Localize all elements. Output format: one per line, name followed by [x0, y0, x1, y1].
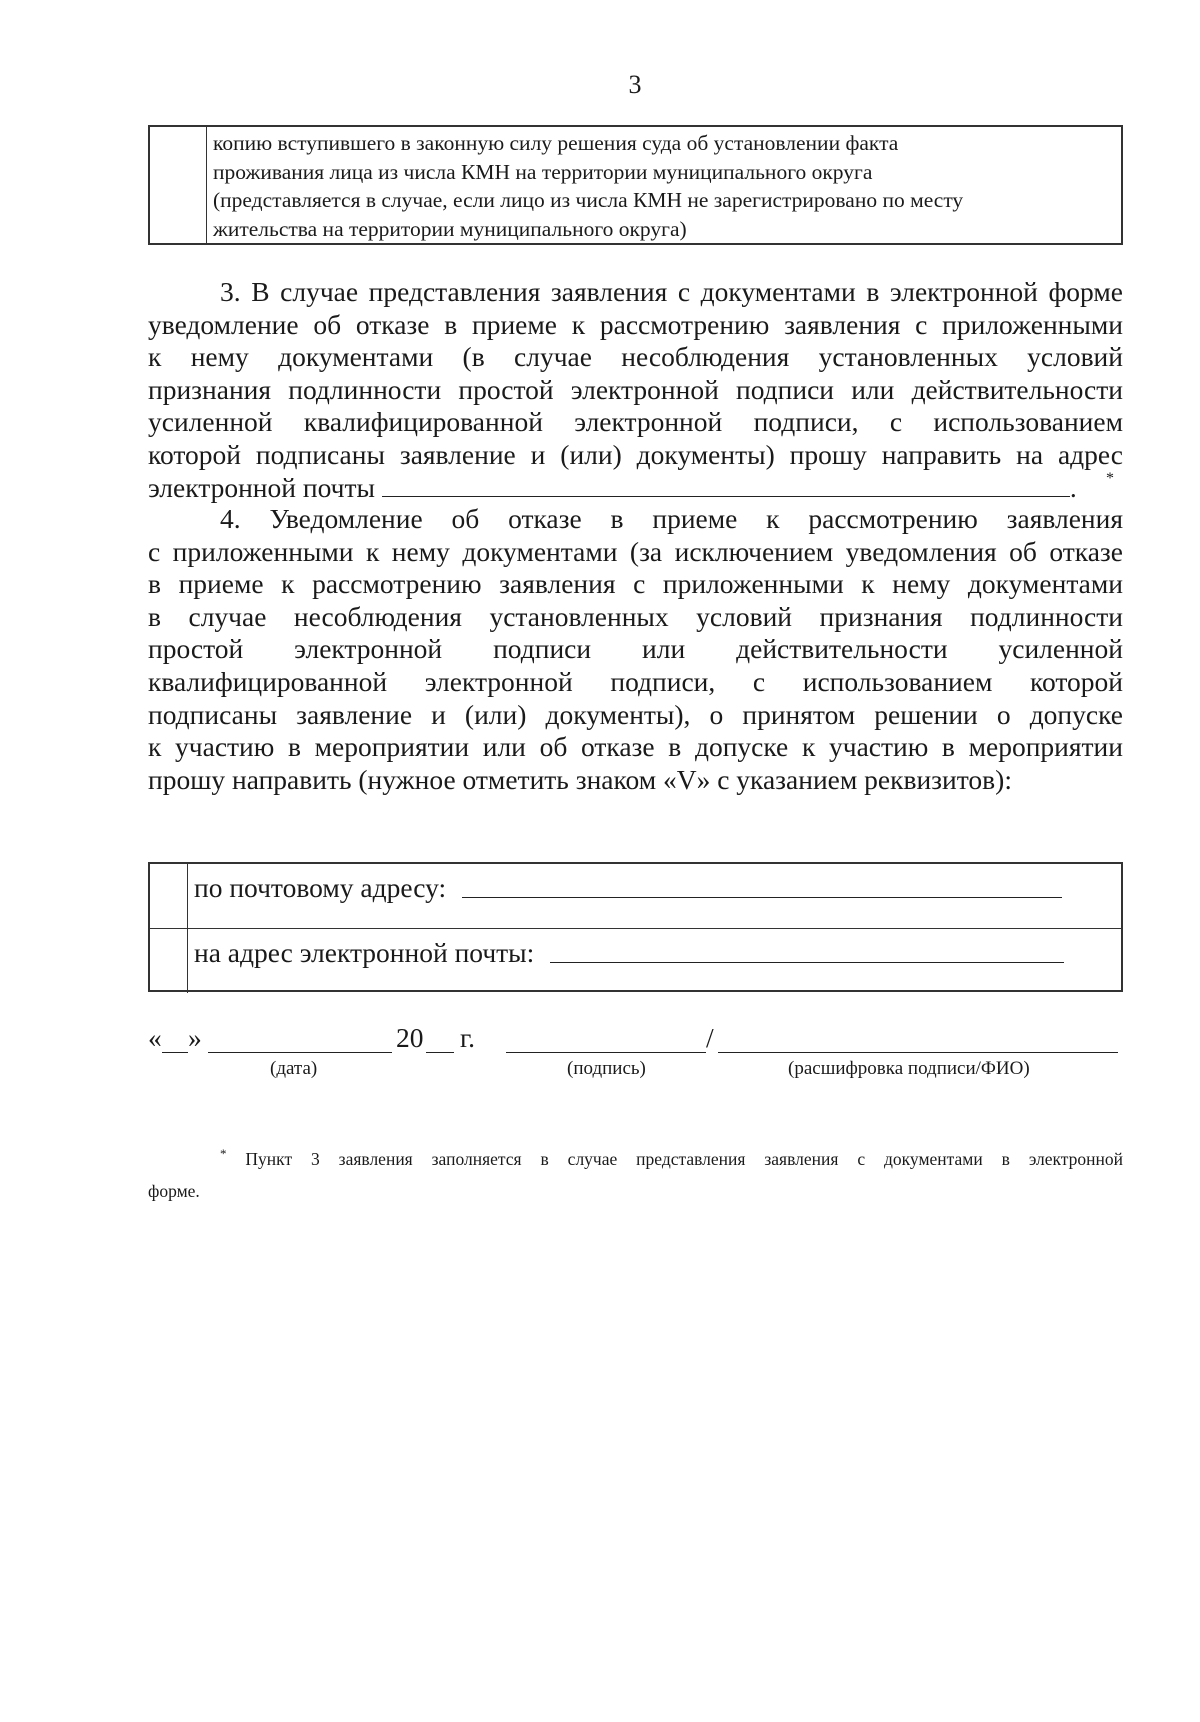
signature-field[interactable]: [506, 1052, 706, 1053]
text-line: которой подписаны заявление и (или) документы) прошу направить на адрес: [148, 438, 1123, 470]
document-checkbox-cell[interactable]: [150, 127, 207, 243]
document-list-table: [148, 125, 1123, 245]
date-caption: (дата): [270, 1058, 318, 1079]
postal-checkbox[interactable]: [150, 864, 188, 928]
footnote-asterisk: *: [1106, 470, 1114, 487]
date-quote-close: »: [188, 1022, 202, 1053]
text-line: усиленной квалифицированной электронной подписи, с использованием: [148, 406, 1123, 438]
signature-row: [148, 1022, 1123, 1062]
text-line: к нему документами (в случае несоблюдения установленных условий: [148, 341, 1123, 373]
year-suffix: г.: [460, 1022, 476, 1053]
email-checkbox[interactable]: [150, 929, 188, 993]
signature-slash: /: [706, 1022, 714, 1053]
email-label: электронной почты: [148, 471, 375, 503]
document-line: жительства на территории муниципального округа): [213, 216, 687, 241]
text-line: признания подлинности простой электронной подписи или действительности: [148, 373, 1123, 405]
text-line: в случае несоблюдения установленных условий признания подлинности: [148, 600, 1123, 632]
full-name-field[interactable]: [718, 1052, 1118, 1053]
footnote-line: [148, 1138, 1123, 1175]
email-line-period: .: [1069, 471, 1077, 503]
postal-address-field[interactable]: [462, 897, 1062, 898]
document-line: проживания лица из числа КМН на территории муниципального округа: [213, 159, 873, 184]
paragraph-3: [148, 276, 1123, 504]
footnote-line-2: форме.: [148, 1180, 200, 1201]
text-line: подписаны заявление и (или) документы), о принятом решении о допуске: [148, 698, 1123, 730]
text-line: 3. В случае представления заявления с документами в электронной форме: [220, 276, 1123, 307]
text-line: уведомление об отказе в приеме к рассмотрению заявления с приложенными: [148, 308, 1123, 340]
postal-label: по почтовому адресу:: [194, 872, 447, 903]
paragraph-4: [148, 503, 1123, 796]
email-option-label: на адрес электронной почты:: [194, 937, 535, 968]
email-line: [148, 472, 1123, 505]
text-line: прошу направить (нужное отметить знаком «V» с указанием реквизитов):: [148, 763, 1012, 795]
text-line: квалифицированной электронной подписи, с использованием которой: [148, 665, 1123, 697]
email-option-row: [150, 929, 1121, 993]
document-description: [213, 129, 1113, 243]
text-line: простой электронной подписи или действительности усиленной: [148, 633, 1123, 665]
text-line: с приложенными к нему документами (за исключением уведомления об отказе: [148, 535, 1123, 567]
page-number: 3: [628, 70, 642, 99]
text-line: к участию в мероприятии или об отказе в допуске к участию в мероприятии: [148, 731, 1123, 763]
email-address-field[interactable]: [382, 472, 1070, 497]
year-prefix: 20: [396, 1022, 424, 1053]
footnote-mark: *: [220, 1146, 227, 1161]
month-field[interactable]: [208, 1052, 392, 1053]
footnote-text: Пункт 3 заявления заполняется в случае представления заявления с документами в электронной: [245, 1148, 1124, 1169]
text-line: 4. Уведомление об отказе в приеме к рассмотрению заявления: [220, 503, 1123, 534]
year-field[interactable]: [426, 1052, 454, 1053]
signature-caption: (подпись): [567, 1058, 646, 1079]
text-line: в приеме к рассмотрению заявления с приложенными к нему документами: [148, 568, 1123, 600]
name-caption: (расшифровка подписи/ФИО): [788, 1058, 1030, 1079]
delivery-method-table: [148, 862, 1123, 992]
date-quote-open: «: [148, 1022, 162, 1053]
email-option-field[interactable]: [550, 962, 1064, 963]
footnote: [148, 1138, 1123, 1207]
day-field[interactable]: [162, 1052, 188, 1053]
postal-option-row: [150, 864, 1121, 929]
document-line: (представляется в случае, если лицо из числа КМН не зарегистрировано по месту: [213, 188, 964, 212]
document-line: копию вступившего в законную силу решения суда об установлении факта: [213, 131, 899, 155]
